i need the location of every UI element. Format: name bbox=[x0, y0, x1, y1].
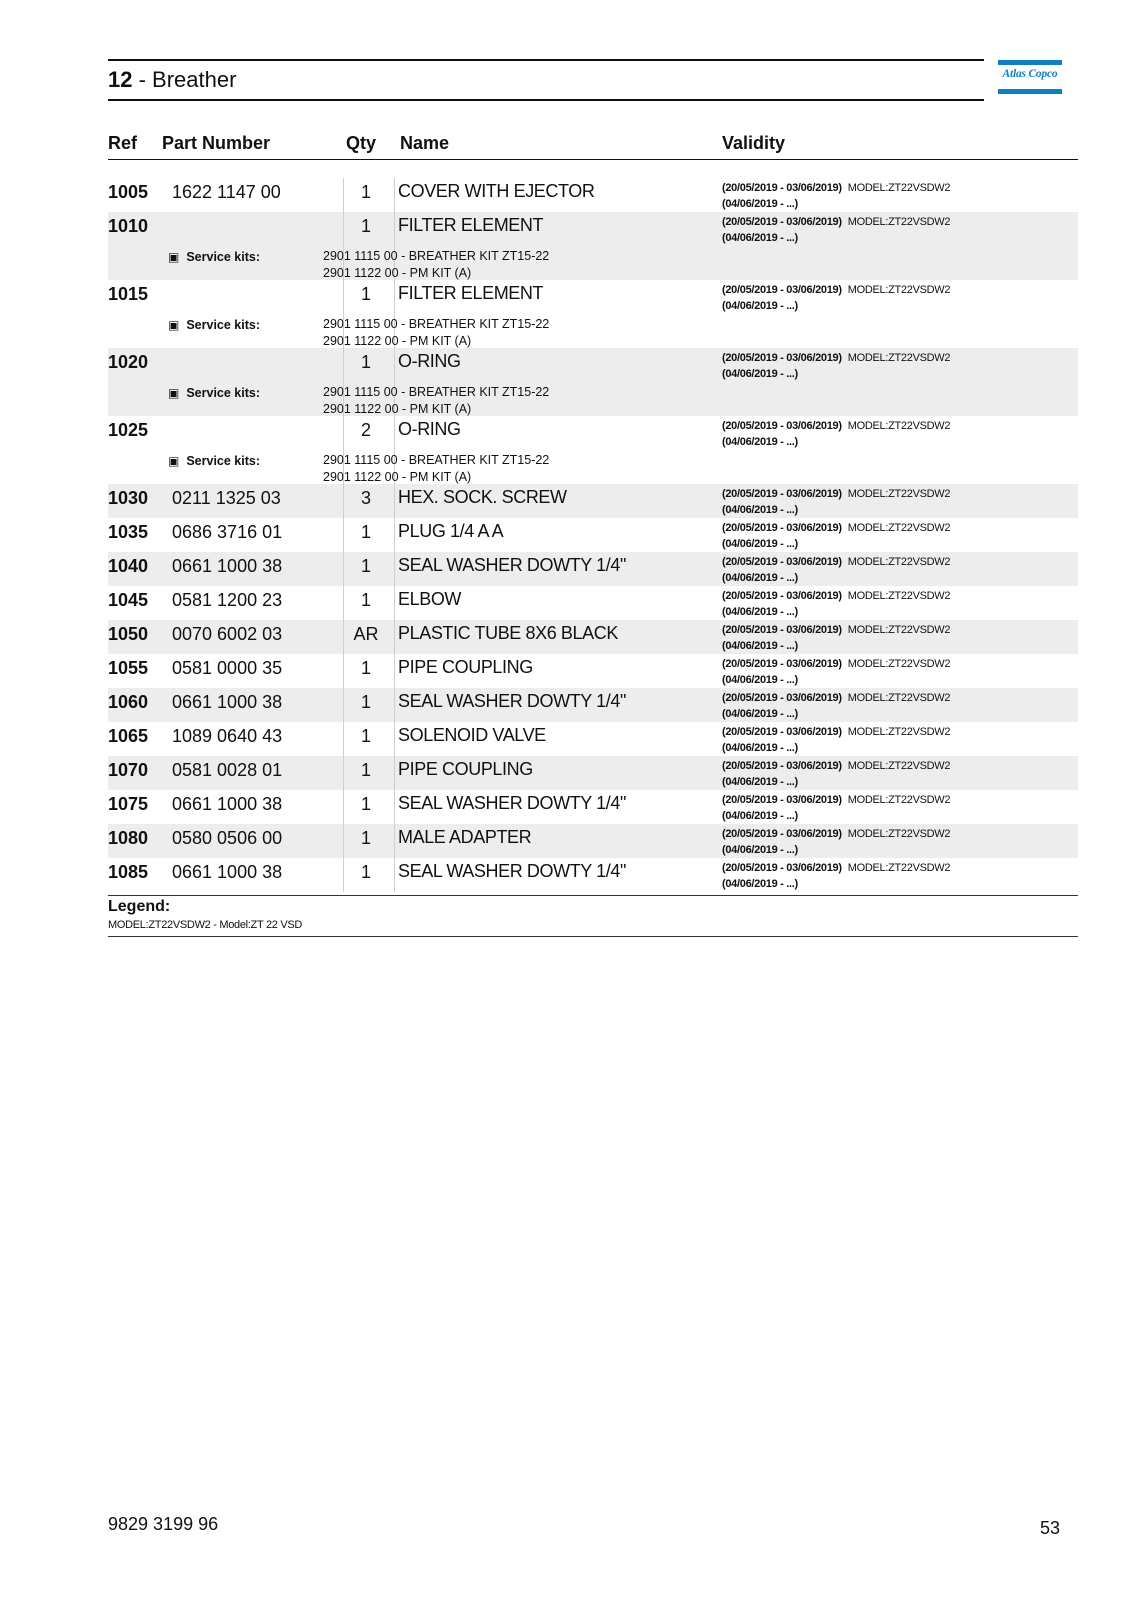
column-divider bbox=[343, 552, 344, 586]
validity-model: MODEL:ZT22VSDW2 bbox=[847, 624, 951, 636]
service-kit-item: 2901 1122 00 - PM KIT (A) bbox=[323, 266, 472, 280]
service-kits-label bbox=[168, 386, 260, 400]
part-number: 0580 0506 00 bbox=[172, 828, 283, 848]
validity-continuation: (04/06/2019 - ...) bbox=[722, 810, 798, 822]
part-name: SOLENOID VALVE bbox=[398, 725, 546, 745]
part-name: SEAL WASHER DOWTY 1/4" bbox=[398, 793, 626, 813]
column-divider bbox=[394, 552, 395, 586]
column-divider bbox=[343, 756, 344, 790]
part-row bbox=[108, 280, 1078, 348]
part-ref: 1030 bbox=[108, 488, 149, 508]
part-row bbox=[108, 212, 1078, 280]
logo-bar-top bbox=[998, 60, 1062, 65]
part-validity bbox=[722, 554, 950, 586]
part-name: O-RING bbox=[398, 351, 461, 371]
part-number: 0661 1000 38 bbox=[172, 556, 283, 576]
title-separator: - bbox=[132, 67, 153, 92]
part-name: PLASTIC TUBE 8X6 BLACK bbox=[398, 623, 618, 643]
part-validity bbox=[722, 826, 950, 858]
part-name: MALE ADAPTER bbox=[398, 827, 532, 847]
part-name: O-RING bbox=[398, 419, 461, 439]
part-qty: 1 bbox=[360, 658, 371, 678]
validity-model: MODEL:ZT22VSDW2 bbox=[847, 726, 951, 738]
validity-range: (20/05/2019 - 03/06/2019) bbox=[722, 522, 842, 534]
service-kit-item: 2901 1122 00 - PM KIT (A) bbox=[323, 470, 472, 484]
validity-continuation: (04/06/2019 - ...) bbox=[722, 606, 798, 618]
part-qty: 1 bbox=[360, 590, 371, 610]
part-validity bbox=[722, 860, 950, 892]
section-title: Breather bbox=[152, 67, 237, 92]
part-number: 0581 1200 23 bbox=[172, 590, 283, 610]
legend-title: Legend: bbox=[108, 898, 171, 915]
validity-range: (20/05/2019 - 03/06/2019) bbox=[722, 760, 842, 772]
validity-continuation: (04/06/2019 - ...) bbox=[722, 674, 798, 686]
atlas-copco-logo bbox=[998, 60, 1062, 94]
column-divider bbox=[343, 518, 344, 552]
part-qty: 1 bbox=[360, 182, 371, 202]
validity-range: (20/05/2019 - 03/06/2019) bbox=[722, 216, 842, 228]
validity-model: MODEL:ZT22VSDW2 bbox=[847, 522, 951, 534]
part-qty: 1 bbox=[360, 284, 371, 304]
part-number: 0661 1000 38 bbox=[172, 692, 283, 712]
toolbox-icon: ▣ bbox=[168, 386, 180, 400]
part-name: PIPE COUPLING bbox=[398, 759, 533, 779]
column-divider bbox=[343, 586, 344, 620]
service-kit-item: 2901 1115 00 - BREATHER KIT ZT15-22 bbox=[323, 317, 550, 331]
part-qty: 1 bbox=[360, 760, 371, 780]
validity-line bbox=[722, 860, 950, 876]
validity-line bbox=[722, 282, 950, 298]
validity-range: (20/05/2019 - 03/06/2019) bbox=[722, 794, 842, 806]
service-kits-text: Service kits: bbox=[186, 318, 261, 332]
column-headers bbox=[108, 133, 1078, 160]
column-divider bbox=[343, 620, 344, 654]
validity-model: MODEL:ZT22VSDW2 bbox=[847, 216, 951, 228]
column-divider bbox=[394, 688, 395, 722]
validity-continuation: (04/06/2019 - ...) bbox=[722, 436, 798, 448]
parts-table bbox=[108, 178, 1078, 892]
validity-range: (20/05/2019 - 03/06/2019) bbox=[722, 590, 842, 602]
header-validity: Validity bbox=[722, 133, 786, 153]
validity-model: MODEL:ZT22VSDW2 bbox=[847, 760, 951, 772]
service-kit-item: 2901 1115 00 - BREATHER KIT ZT15-22 bbox=[323, 453, 550, 467]
part-qty: 1 bbox=[360, 794, 371, 814]
part-ref: 1060 bbox=[108, 692, 149, 712]
service-kits-label bbox=[168, 454, 260, 468]
part-name: PLUG 1/4 A A bbox=[398, 521, 504, 541]
part-row bbox=[108, 484, 1078, 518]
page-number: 53 bbox=[1040, 1518, 1061, 1538]
page-header bbox=[108, 59, 984, 101]
part-validity bbox=[722, 350, 950, 382]
validity-model: MODEL:ZT22VSDW2 bbox=[847, 488, 951, 500]
part-validity bbox=[722, 588, 950, 620]
part-ref: 1080 bbox=[108, 828, 149, 848]
part-ref: 1005 bbox=[108, 182, 149, 202]
column-divider bbox=[343, 722, 344, 756]
service-kits-list bbox=[323, 248, 549, 282]
part-ref: 1020 bbox=[108, 352, 149, 372]
validity-line bbox=[722, 588, 950, 604]
part-validity bbox=[722, 690, 950, 722]
part-ref: 1085 bbox=[108, 862, 149, 882]
part-name: SEAL WASHER DOWTY 1/4" bbox=[398, 555, 626, 575]
part-row bbox=[108, 824, 1078, 858]
part-number: 0581 0000 35 bbox=[172, 658, 283, 678]
validity-range: (20/05/2019 - 03/06/2019) bbox=[722, 862, 842, 874]
toolbox-icon: ▣ bbox=[168, 318, 180, 332]
service-kits-list bbox=[323, 384, 549, 418]
part-row bbox=[108, 756, 1078, 790]
part-ref: 1065 bbox=[108, 726, 149, 746]
service-kits-label bbox=[168, 250, 260, 264]
column-divider bbox=[343, 484, 344, 518]
validity-continuation: (04/06/2019 - ...) bbox=[722, 368, 798, 380]
validity-model: MODEL:ZT22VSDW2 bbox=[847, 828, 951, 840]
validity-line bbox=[722, 520, 950, 536]
part-ref: 1040 bbox=[108, 556, 149, 576]
validity-model: MODEL:ZT22VSDW2 bbox=[847, 352, 951, 364]
column-divider bbox=[394, 790, 395, 824]
logo-bar-bottom bbox=[998, 89, 1062, 94]
validity-model: MODEL:ZT22VSDW2 bbox=[847, 556, 951, 568]
validity-continuation: (04/06/2019 - ...) bbox=[722, 232, 798, 244]
part-row bbox=[108, 688, 1078, 722]
part-validity bbox=[722, 622, 950, 654]
part-validity bbox=[722, 214, 950, 246]
validity-line bbox=[722, 486, 950, 502]
validity-range: (20/05/2019 - 03/06/2019) bbox=[722, 284, 842, 296]
page-title bbox=[108, 67, 236, 93]
column-divider bbox=[343, 790, 344, 824]
validity-range: (20/05/2019 - 03/06/2019) bbox=[722, 556, 842, 568]
column-divider bbox=[394, 722, 395, 756]
validity-line bbox=[722, 554, 950, 570]
part-name: ELBOW bbox=[398, 589, 462, 609]
service-kit-item: 2901 1115 00 - BREATHER KIT ZT15-22 bbox=[323, 385, 550, 399]
part-validity bbox=[722, 486, 950, 518]
validity-line bbox=[722, 350, 950, 366]
part-row bbox=[108, 620, 1078, 654]
part-row bbox=[108, 654, 1078, 688]
column-divider bbox=[394, 518, 395, 552]
legend-text: MODEL:ZT22VSDW2 - Model:ZT 22 VSD bbox=[108, 919, 303, 931]
legend bbox=[108, 895, 1078, 937]
column-divider bbox=[343, 178, 344, 212]
part-qty: 1 bbox=[360, 352, 371, 372]
part-row bbox=[108, 552, 1078, 586]
column-divider bbox=[343, 688, 344, 722]
part-number: 0070 6002 03 bbox=[172, 624, 283, 644]
part-qty: 1 bbox=[360, 216, 371, 236]
validity-continuation: (04/06/2019 - ...) bbox=[722, 844, 798, 856]
validity-continuation: (04/06/2019 - ...) bbox=[722, 742, 798, 754]
part-qty: 1 bbox=[360, 692, 371, 712]
validity-line bbox=[722, 418, 950, 434]
validity-line bbox=[722, 690, 950, 706]
validity-line bbox=[722, 214, 950, 230]
validity-range: (20/05/2019 - 03/06/2019) bbox=[722, 182, 842, 194]
validity-line bbox=[722, 758, 950, 774]
validity-continuation: (04/06/2019 - ...) bbox=[722, 538, 798, 550]
part-validity bbox=[722, 282, 950, 314]
part-name: FILTER ELEMENT bbox=[398, 215, 544, 235]
part-name: SEAL WASHER DOWTY 1/4" bbox=[398, 691, 626, 711]
part-number: 0661 1000 38 bbox=[172, 862, 283, 882]
validity-range: (20/05/2019 - 03/06/2019) bbox=[722, 828, 842, 840]
service-kits-label bbox=[168, 318, 260, 332]
column-divider bbox=[394, 756, 395, 790]
validity-range: (20/05/2019 - 03/06/2019) bbox=[722, 420, 842, 432]
part-name: PIPE COUPLING bbox=[398, 657, 533, 677]
validity-continuation: (04/06/2019 - ...) bbox=[722, 708, 798, 720]
service-kits-list bbox=[323, 452, 549, 486]
part-number: 1622 1147 00 bbox=[172, 182, 281, 202]
validity-continuation: (04/06/2019 - ...) bbox=[722, 300, 798, 312]
part-validity bbox=[722, 520, 950, 552]
part-validity bbox=[722, 724, 950, 756]
column-divider bbox=[394, 586, 395, 620]
service-kits-list bbox=[323, 316, 549, 350]
part-validity bbox=[722, 792, 950, 824]
part-validity bbox=[722, 656, 950, 688]
part-row bbox=[108, 858, 1078, 892]
column-divider bbox=[394, 620, 395, 654]
part-ref: 1010 bbox=[108, 216, 149, 236]
validity-model: MODEL:ZT22VSDW2 bbox=[847, 182, 951, 194]
validity-range: (20/05/2019 - 03/06/2019) bbox=[722, 726, 842, 738]
part-validity bbox=[722, 418, 950, 450]
part-name: SEAL WASHER DOWTY 1/4" bbox=[398, 861, 626, 881]
document-number: 9829 3199 96 bbox=[108, 1514, 219, 1534]
header-part-number: Part Number bbox=[162, 133, 271, 153]
validity-continuation: (04/06/2019 - ...) bbox=[722, 640, 798, 652]
part-name: COVER WITH EJECTOR bbox=[398, 181, 595, 201]
validity-line bbox=[722, 826, 950, 842]
part-validity bbox=[722, 758, 950, 790]
part-number: 0686 3716 01 bbox=[172, 522, 283, 542]
part-qty: 1 bbox=[360, 556, 371, 576]
validity-continuation: (04/06/2019 - ...) bbox=[722, 776, 798, 788]
part-validity bbox=[722, 180, 950, 212]
service-kits-text: Service kits: bbox=[186, 454, 261, 468]
part-ref: 1050 bbox=[108, 624, 149, 644]
part-name: HEX. SOCK. SCREW bbox=[398, 487, 567, 507]
part-qty: AR bbox=[353, 624, 379, 644]
validity-model: MODEL:ZT22VSDW2 bbox=[847, 590, 951, 602]
validity-range: (20/05/2019 - 03/06/2019) bbox=[722, 692, 842, 704]
validity-continuation: (04/06/2019 - ...) bbox=[722, 878, 798, 890]
part-ref: 1025 bbox=[108, 420, 149, 440]
part-qty: 1 bbox=[360, 828, 371, 848]
validity-model: MODEL:ZT22VSDW2 bbox=[847, 862, 951, 874]
part-ref: 1070 bbox=[108, 760, 149, 780]
validity-continuation: (04/06/2019 - ...) bbox=[722, 504, 798, 516]
validity-model: MODEL:ZT22VSDW2 bbox=[847, 692, 951, 704]
validity-line bbox=[722, 792, 950, 808]
part-row bbox=[108, 586, 1078, 620]
part-number: 0581 0028 01 bbox=[172, 760, 283, 780]
validity-line bbox=[722, 724, 950, 740]
section-number: 12 bbox=[108, 67, 133, 92]
column-divider bbox=[394, 858, 395, 892]
validity-model: MODEL:ZT22VSDW2 bbox=[847, 658, 951, 670]
column-divider bbox=[343, 654, 344, 688]
part-ref: 1055 bbox=[108, 658, 149, 678]
part-ref: 1075 bbox=[108, 794, 149, 814]
part-qty: 1 bbox=[360, 862, 371, 882]
column-divider bbox=[343, 858, 344, 892]
validity-model: MODEL:ZT22VSDW2 bbox=[847, 794, 951, 806]
service-kit-item: 2901 1115 00 - BREATHER KIT ZT15-22 bbox=[323, 249, 550, 263]
part-qty: 3 bbox=[360, 488, 371, 508]
service-kit-item: 2901 1122 00 - PM KIT (A) bbox=[323, 334, 472, 348]
part-row bbox=[108, 178, 1078, 212]
part-row bbox=[108, 416, 1078, 484]
part-ref: 1035 bbox=[108, 522, 149, 542]
part-number: 1089 0640 43 bbox=[172, 726, 283, 746]
validity-model: MODEL:ZT22VSDW2 bbox=[847, 420, 951, 432]
service-kit-item: 2901 1122 00 - PM KIT (A) bbox=[323, 402, 472, 416]
part-row bbox=[108, 722, 1078, 756]
part-ref: 1045 bbox=[108, 590, 149, 610]
column-divider bbox=[394, 824, 395, 858]
validity-model: MODEL:ZT22VSDW2 bbox=[847, 284, 951, 296]
validity-range: (20/05/2019 - 03/06/2019) bbox=[722, 352, 842, 364]
toolbox-icon: ▣ bbox=[168, 250, 180, 264]
part-row bbox=[108, 518, 1078, 552]
part-ref: 1015 bbox=[108, 284, 149, 304]
validity-line bbox=[722, 180, 950, 196]
part-row bbox=[108, 348, 1078, 416]
service-kits-text: Service kits: bbox=[186, 250, 261, 264]
part-row bbox=[108, 790, 1078, 824]
part-qty: 1 bbox=[360, 522, 371, 542]
column-divider bbox=[394, 654, 395, 688]
validity-continuation: (04/06/2019 - ...) bbox=[722, 198, 798, 210]
header-qty: Qty bbox=[346, 133, 377, 153]
validity-continuation: (04/06/2019 - ...) bbox=[722, 572, 798, 584]
column-divider bbox=[394, 178, 395, 212]
part-number: 0211 1325 03 bbox=[172, 488, 281, 508]
part-number: 0661 1000 38 bbox=[172, 794, 283, 814]
part-qty: 1 bbox=[360, 726, 371, 746]
toolbox-icon: ▣ bbox=[168, 454, 180, 468]
validity-range: (20/05/2019 - 03/06/2019) bbox=[722, 624, 842, 636]
validity-range: (20/05/2019 - 03/06/2019) bbox=[722, 658, 842, 670]
header-name: Name bbox=[400, 133, 450, 153]
validity-range: (20/05/2019 - 03/06/2019) bbox=[722, 488, 842, 500]
validity-line bbox=[722, 656, 950, 672]
part-qty: 2 bbox=[360, 420, 371, 440]
column-divider bbox=[394, 484, 395, 518]
part-name: FILTER ELEMENT bbox=[398, 283, 544, 303]
logo-text: Atlas Copco bbox=[1002, 68, 1058, 80]
column-divider bbox=[343, 824, 344, 858]
header-ref: Ref bbox=[108, 133, 138, 153]
validity-line bbox=[722, 622, 950, 638]
service-kits-text: Service kits: bbox=[186, 386, 261, 400]
